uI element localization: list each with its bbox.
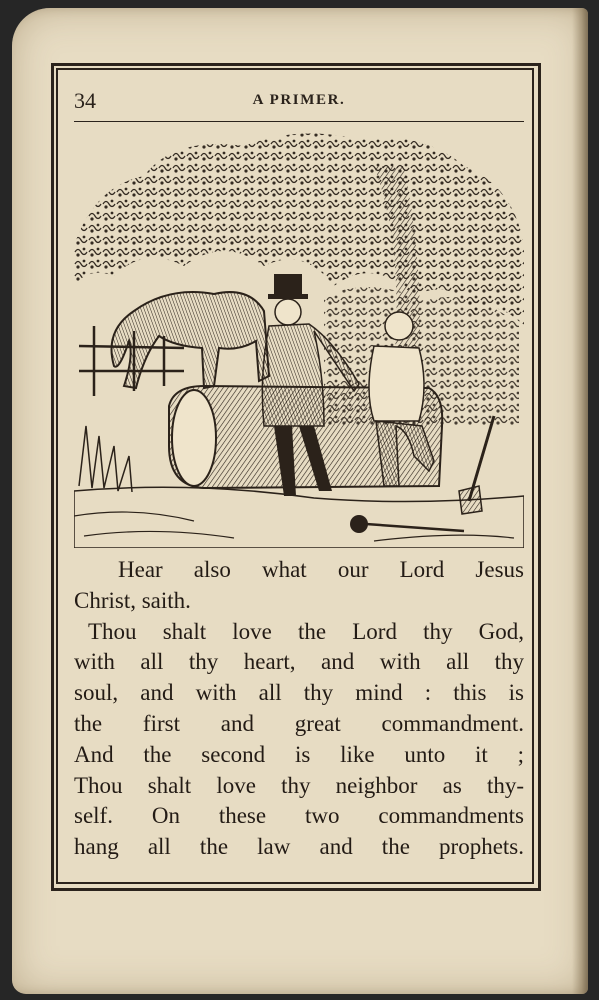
ground [74, 487, 524, 548]
text-line: the first and great commandment. [74, 710, 524, 736]
text-line: Thou shalt love the Lord thy God, [88, 618, 524, 644]
woodcut-illustration [74, 126, 524, 548]
text-line: Hear also what our Lord Jesus [118, 557, 524, 582]
text-line: Christ, saith. [74, 587, 191, 613]
text-line: And the second is like unto it ; [74, 741, 524, 767]
page-header [74, 86, 524, 116]
page-number: 34 [74, 88, 96, 113]
horse [112, 292, 270, 388]
text-line: with all thy heart, and with all thy [74, 649, 524, 675]
text-line: hang all the law and the prophets. [74, 834, 524, 860]
text-line: Thou shalt love thy neighbor as thy- [74, 772, 524, 798]
mallet [350, 515, 464, 533]
body-text [74, 555, 524, 863]
page-spine-shadow [572, 8, 588, 994]
running-head: A PRIMER. [252, 92, 346, 108]
text-line: soul, and with all thy mind : this is [74, 680, 524, 706]
text-line: self. On these two commandments [74, 803, 524, 829]
grass [79, 426, 132, 492]
header-rule [74, 121, 524, 122]
